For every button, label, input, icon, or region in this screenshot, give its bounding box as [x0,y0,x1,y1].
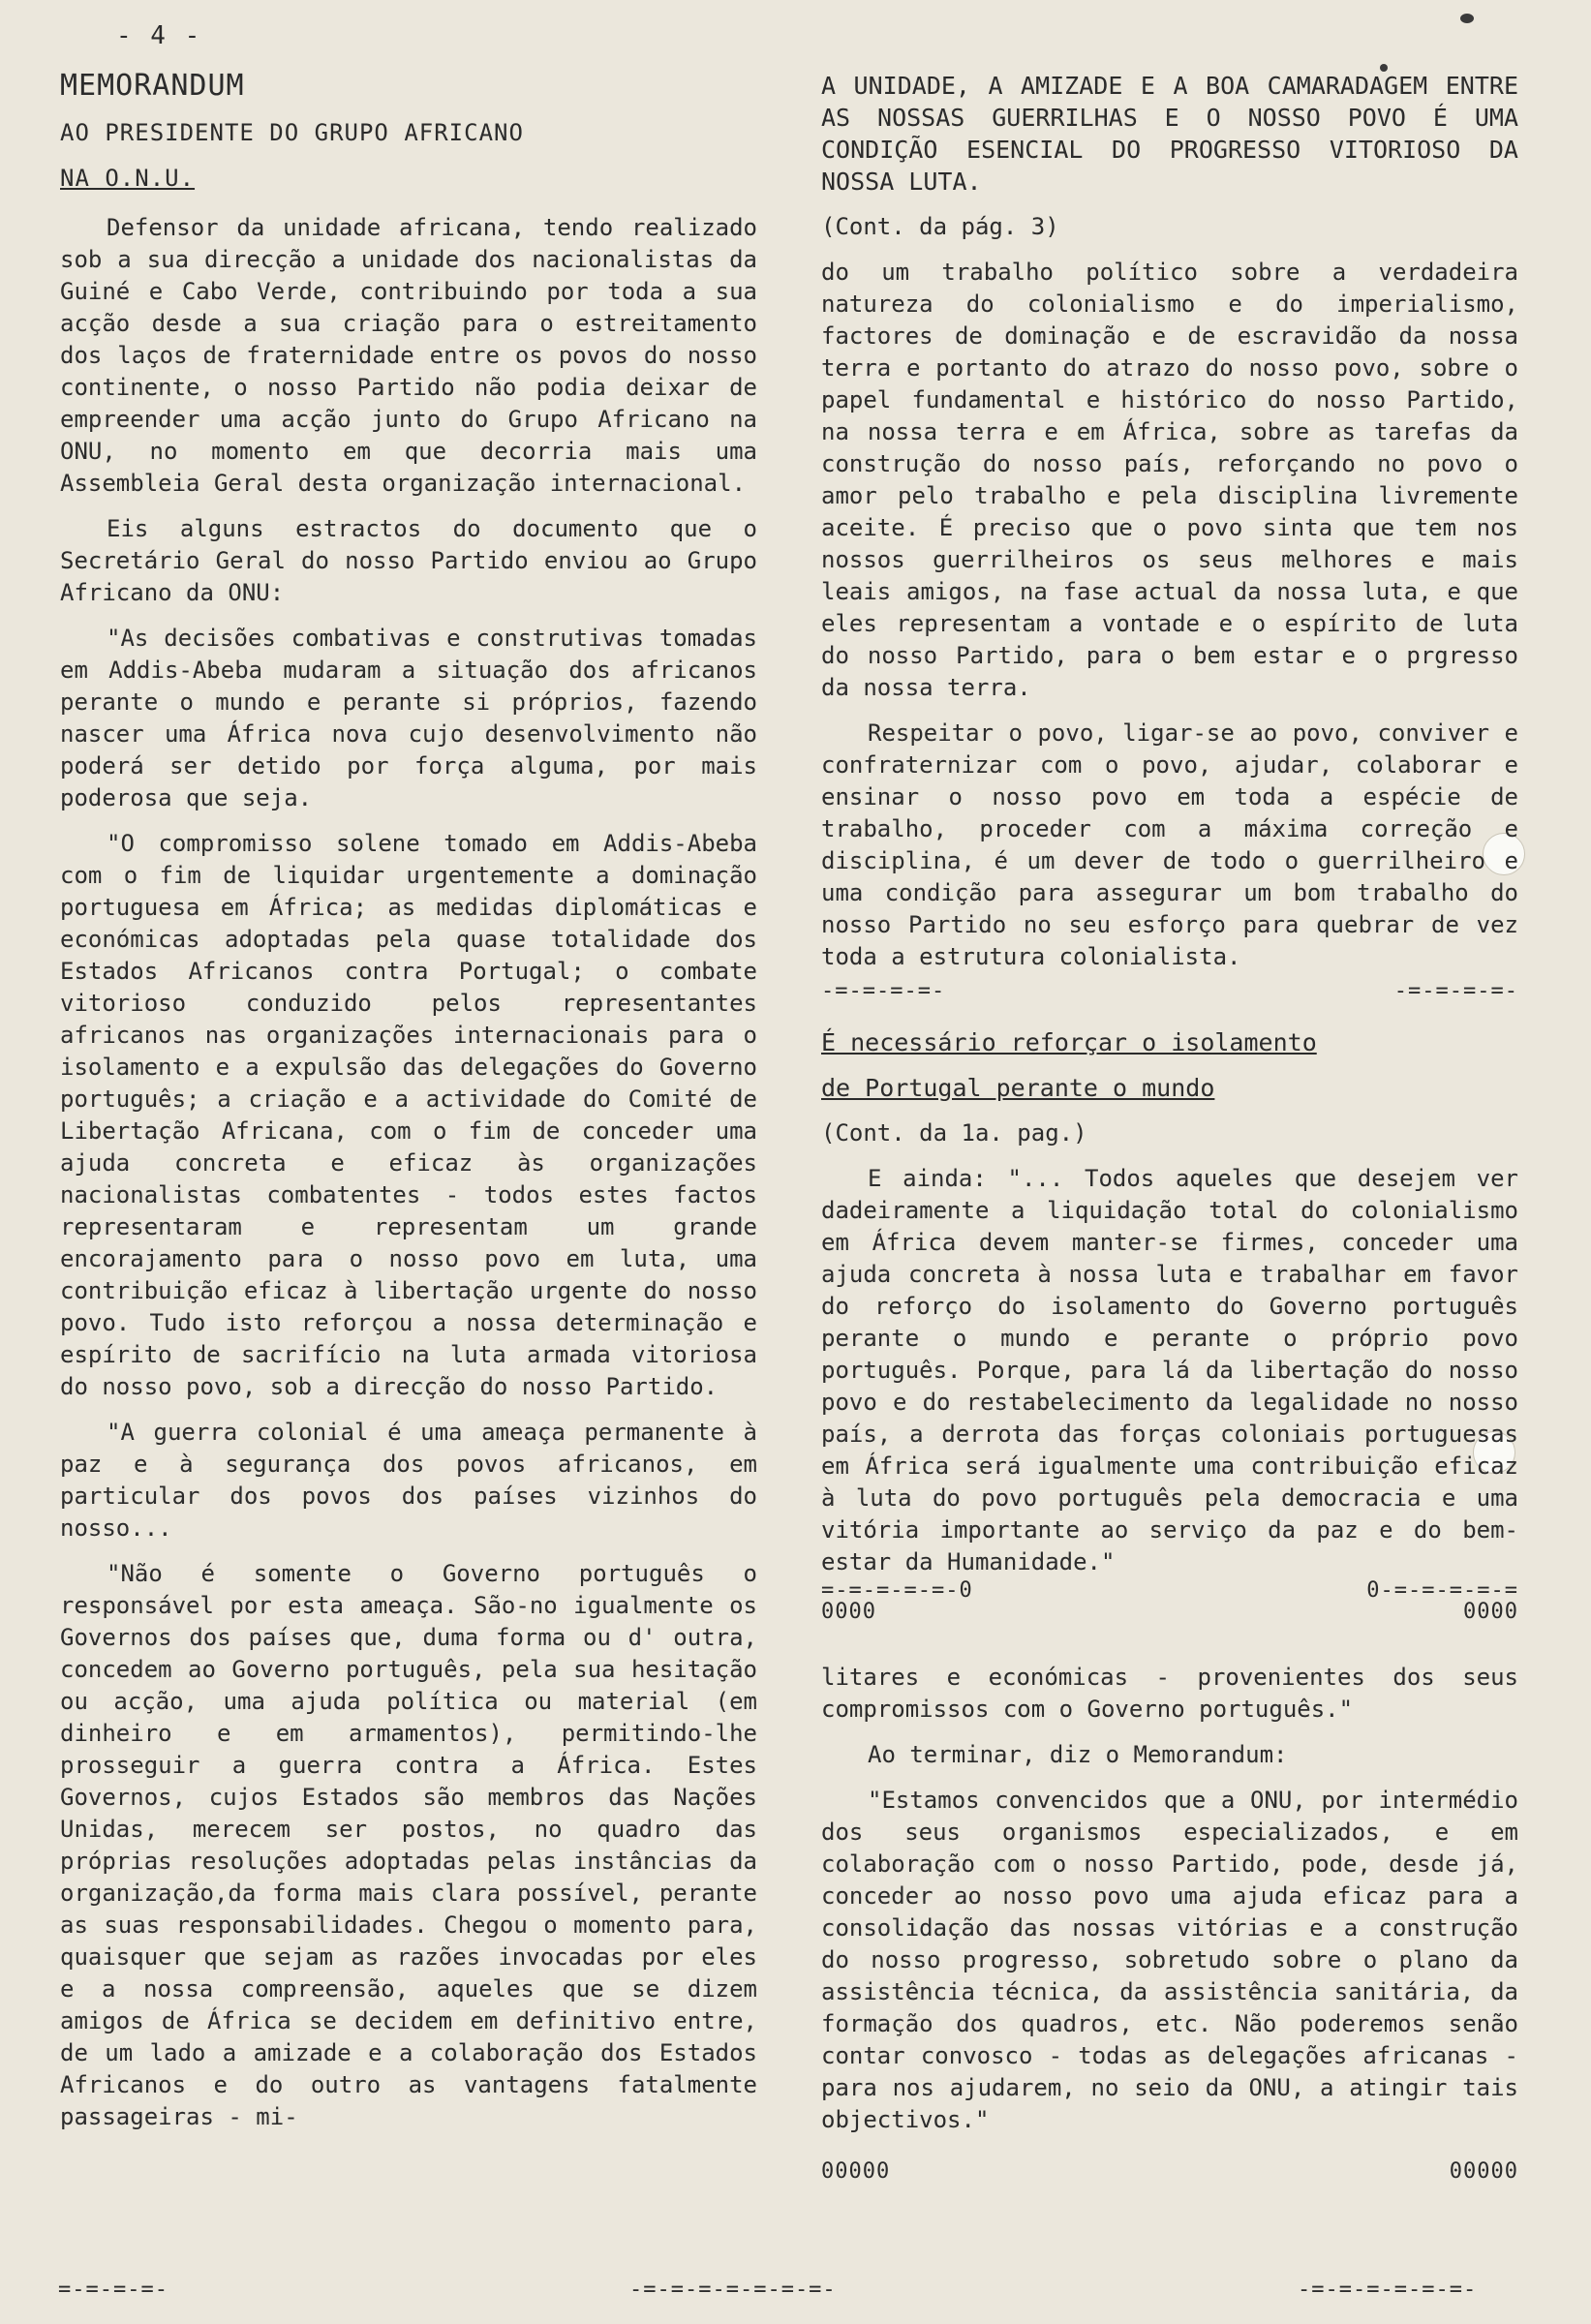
paragraph: Eis alguns estractos do documento que o Secretário Geral do nosso Partido enviou ao Grupo Africano da ONU: [60,515,757,606]
footer-separator: -=-=-=-=-=-=- [1298,2278,1478,2302]
paragraph: "A guerra colonial é uma ameaça permanente à paz e à segurança dos povos africanos, em particular dos povos dos países vizinhos do nosso... [60,1419,757,1542]
paragraph: do um trabalho político sobre a verdadeira natureza do colonialismo e do imperialismo, factores de dominação e de escravidão da nossa terra e portanto do atrazo do nosso povo, sobre o papel fundamental e histórico do nosso Partido, na nossa terra e em África, sobre as tarefas da construção do nosso país, reforçando no povo o amor pelo trabalho e pela disciplina livremente aceite. É preciso que o povo sinta que tem nos nossos guerrilheiros os seus melhores e mais leais amigos, na fase actual da nossa luta, e que eles representam a vontade e o espírito de luta do nosso Partido, para o bem estar e o prgresso da nossa terra. [821,259,1518,701]
memorandum-subtitle-onu: NA O.N.U. [60,165,196,192]
paragraph: E ainda: "... Todos aqueles que desejem ver dadeiramente a liquidação total do colonialismo em África devem manter-se firmes, conceder uma ajuda concreta à nossa luta e trabalhar em favor do reforço do isolamento do Governo português perante o mundo e perante o próprio povo português. Porque, para lá da libertação do nosso povo e do restabelecimento da legalidade no nosso país, a derrota das forças coloniais portuguesas em África será igualmente uma contribuição eficaz à luta do povo português pela democracia e uma vitória importante ao serviço da paz e do bem-estar da Humanidade." [821,1165,1518,1575]
footer-separator: =-=-=-=- [58,2278,168,2302]
paragraph: litares e económicas - provenientes dos seus compromissos com o Governo português." [821,1664,1518,1723]
section-heading-unidade: A UNIDADE, A AMIZADE E A BOA CAMARADAGEM ENTRE AS NOSSAS GUERRILHAS E O NOSSO POVO É UMA CONDIÇÃO ESENCIAL DO PROGRESSO VITORIOSO DA NOSSA LUTA. [821,72,1518,196]
separator: -=-=-=-=- -=-=-=-=- [821,979,1518,1003]
end-marks: 00000 00000 [821,2159,1518,2184]
section-heading-isolamento: É necessário reforçar o isolamento [821,1028,1317,1056]
paragraph: "Estamos convencidos que a ONU, por intermédio dos seus organismos especializados, e em colaboração com o nosso Partido, pode, desde já, conceder ao nosso povo uma ajuda eficaz para a consolidação das nossas vitórias e a construção do nosso progresso, sobretudo sobre o plano da assistência técnica, da assistência sanitária, da formação dos quadros, etc. Não poderemos senão contar convosco - todas as delegações africanas - para nos ajudarem, no seio da ONU, a atingir tais objectivos." [821,1787,1518,2133]
footer-separator: -=-=-=-=-=-=-=- [629,2278,837,2302]
paragraph: "O compromisso solene tomado em Addis-Abeba com o fim de liquidar urgentemente a dominação portuguesa em África; as medidas diplomáticas e económicas adoptadas pela quase totalidade dos Estados Africanos contra Portugal; o combate vitorioso conduzido pelos representantes africanos nas organizações internacionais para o isolamento e a expulsão das delegações do Governo português; a criação e a actividade do Comité de Libertação Africana, com o fim de conceder uma ajuda concreta e eficaz às organizações nacionalistas combatentes - todos estes factos representaram e representam um grande encorajamento para o nosso povo em luta, uma contribuição eficaz à libertação urgente do nosso povo. Tudo isto reforçou a nossa determinação e espírito de sacrifício na luta armada vitoriosa do nosso povo, sob a direcção do nosso Partido. [60,830,757,1400]
paragraph: Defensor da unidade africana, tendo realizado sob a sua direcção a unidade dos nacionalistas da Guiné e Cabo Verde, contribuindo por toda a sua acção desde a sua criação para o estreitamento dos laços de fraternidade entre os povos do nosso continente, o nosso Partido não podia deixar de empreender uma acção junto do Grupo Africano na ONU, no momento em que decorria mais uma Assembleia Geral desta organização internacional. [60,214,757,497]
separator: =-=-=-=-=-0 0000 0-=-=-=-=-= 0000 [821,1578,1518,1624]
continuation-note: (Cont. da pág. 3) [821,213,1059,240]
paragraph: "As decisões combativas e construtivas tomadas em Addis-Abeba mudaram a situação dos africanos perante o mundo e perante si próprios, fazendo nascer uma África nova cujo desenvolvimento não poderá ser detido por força alguma, por mais poderosa que seja. [60,625,757,811]
paragraph: Ao terminar, diz o Memorandum: [868,1741,1288,1768]
paragraph: "Não é somente o Governo português o responsável por esta ameaça. São-no igualmente os Governos dos países que, duma forma ou d' outra, concedem ao Governo português, pela sua hesitação ou acção, uma ajuda política ou material (em dinheiro e em armamentos), permitindo-lhe prosseguir a guerra contra a África. Estes Governos, cujos Estados são membros das Nações Unidas, merecem ser postos, no quadro das próprias resoluções adoptadas pelas instâncias da organização,da forma mais clara possível, perante as suas responsabilidades. Chegou o momento para, quaisquer que sejam as razões invocadas por eles e a nossa compreensão, aqueles que se dizem amigos de África se decidem em definitivo entre, de um lado a amizade e a colaboração dos Estados Africanos e do outro as vantagens fatalmente passageiras - mi- [60,1560,757,2130]
continuation-note: (Cont. da 1a. pag.) [821,1119,1087,1147]
memorandum-subtitle: AO PRESIDENTE DO GRUPO AFRICANO [60,119,524,146]
right-column [821,70,1518,2201]
memorandum-title: MEMORANDUM [60,69,245,103]
page-number: - 4 - [116,21,202,50]
ink-smudge [1460,14,1474,23]
left-column [60,70,757,2147]
paragraph: Respeitar o povo, ligar-se ao povo, conviver e confraternizar com o povo, ajudar, colaborar e ensinar o nosso povo em toda a espécie de trabalho, proceder com a máxima correção e disciplina, é um dever de todo o guerrilheiro e uma condição para assegurar um bom trabalho do nosso Partido no seu esforço para quebrar de vez toda a estrutura colonialista. [821,719,1518,970]
section-heading-isolamento-line2: de Portugal perante o mundo [821,1074,1215,1102]
